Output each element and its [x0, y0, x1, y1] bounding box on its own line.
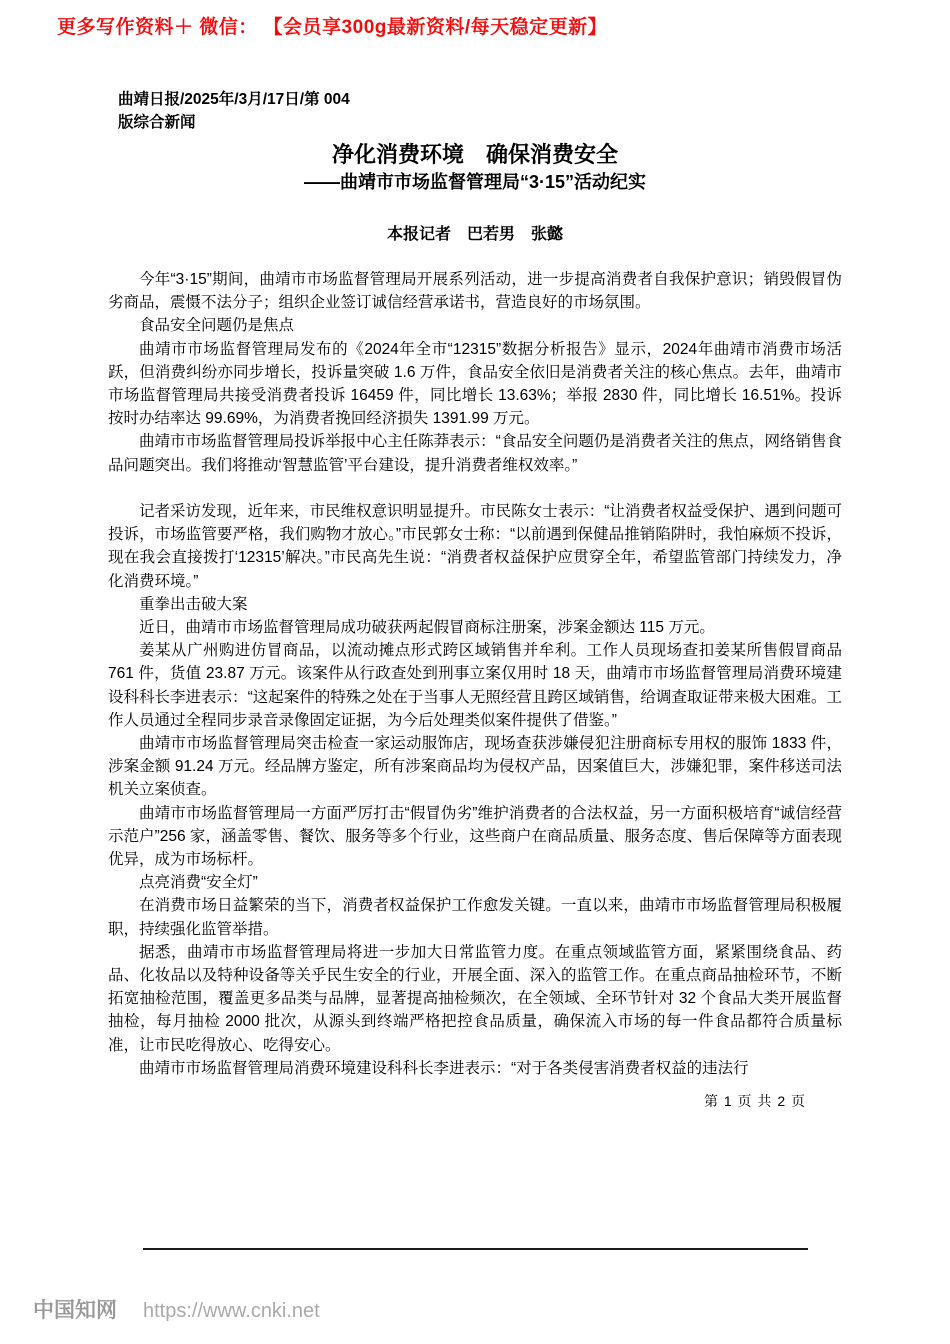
source-citation: [108, 88, 842, 134]
article-paragraph: 近日，曲靖市市场监督管理局成功破获两起假冒商标注册案，涉案金额达 115 万元。: [139, 619, 715, 637]
section-heading: 重拳出击破大案: [139, 595, 248, 613]
source-citation-line1: 曲靖日报/2025年/3月/17日/第 004: [118, 91, 350, 108]
article-title: 净化消费环境 确保消费安全: [331, 142, 618, 167]
footer-divider-rule: [143, 1248, 808, 1250]
promo-banner-text: 更多写作资料＋ 微信： 【会员享300g最新资料/每天稳定更新】: [57, 17, 608, 38]
article-paragraph: 曲靖市市场监督管理局发布的《2024年全市“12315”数据分析报告》显示，2024年曲靖市消费市场活跃，但消费纠纷亦同步增长，投诉量突破 1.6 万件，食品安全依旧是消费者关注的核心焦点。去年，曲靖市市场监督管理局共接受消费者投诉 16459 件，同比增长 13.63%；举报 2830 件，同比增长 16.51%。投诉按时办结率达 99.69%，为消费者挽回经济损失 1391.99 万元。: [108, 340, 842, 428]
article-subtitle: ——曲靖市市场监督管理局“3·15”活动纪实: [303, 172, 647, 192]
section-heading: 食品安全问题仍是焦点: [139, 317, 295, 335]
cnki-logo-text: 中国知网: [33, 1299, 117, 1322]
page-number-indicator: 第 1 页 共 2 页: [703, 1093, 806, 1109]
article-byline: 本报记者 巴若男 张懿: [386, 226, 563, 243]
article-paragraph: 姜某从广州购进仿冒商品，以流动摊点形式跨区域销售并牟利。工作人员现场查扣姜某所售假冒商品 761 件，货值 23.87 万元。该案件从行政查处到刑事立案仅用时 18 天，曲靖市市场监督管理局消费环境建设科科长李进表示：“这起案件的特殊之处在于当事人无照经营且跨区域销售，给调查取证带来极大困难。工作人员通过全程同步录音录像固定证据，为今后处理类似案件提供了借鉴。”: [108, 642, 842, 729]
article-body: [108, 268, 842, 1080]
article-paragraph: 在消费市场日益繁荣的当下，消费者权益保护工作愈发关键。一直以来，曲靖市市场监督管理局积极履职，持续强化监管举措。: [108, 897, 842, 938]
article-paragraph: 曲靖市市场监督管理局消费环境建设科科长李进表示：“对于各类侵害消费者权益的违法行: [139, 1059, 749, 1077]
section-heading: 点亮消费“安全灯”: [139, 874, 258, 892]
source-citation-line2: 版综合新闻: [118, 114, 196, 131]
article-paragraph: 今年“3·15”期间，曲靖市市场监督管理局开展系列活动，进一步提高消费者自我保护意识；销毁假冒伪劣商品，震慑不法分子；组织企业签订诚信经营承诺书，营造良好的市场氛围。: [108, 271, 842, 312]
article-paragraph: 据悉，曲靖市市场监督管理局将进一步加大日常监管力度。在重点领域监管方面，紧紧围绕食品、药品、化妆品以及特种设备等关乎民生安全的行业，开展全面、深入的监管工作。在重点商品抽检环节，不断拓宽抽检范围，覆盖更多品类与品牌，显著提高抽检频次，在全领域、全环节针对 32 个食品大类开展监督抽检，每月抽检 2000 批次，从源头到终端严格把控食品质量，确保流入市场的每一件食品都符合质量标准，让市民吃得放心、吃得安心。: [108, 943, 842, 1054]
article-paragraph: 曲靖市市场监督管理局一方面严厉打击“假冒伪劣”维护消费者的合法权益，另一方面积极培育“诚信经营示范户”256 家，涵盖零售、餐饮、服务等多个行业，这些商户在商品质量、服务态度、售后保障等方面表现优异，成为市场标杆。: [108, 804, 842, 869]
article-document: [108, 88, 842, 1080]
cnki-url-text: https://www.cnki.net: [143, 1300, 320, 1322]
cnki-watermark: [33, 1294, 320, 1324]
article-paragraph: 曲靖市市场监督管理局突击检查一家运动服饰店，现场查获涉嫌侵犯注册商标专用权的服饰 1833 件，涉案金额 91.24 万元。经品牌方鉴定，所有涉案商品均为侵权产品，因案值巨大，涉嫌犯罪，案件移送司法机关立案侦查。: [108, 735, 842, 799]
article-paragraph: 曲靖市市场监督管理局投诉举报中心主任陈莽表示：“食品安全问题仍是消费者关注的焦点，网络销售食品问题突出。我们将推动‘智慧监管’平台建设，提升消费者维权效率。”: [108, 433, 842, 474]
article-paragraph: 记者采访发现，近年来，市民维权意识明显提升。市民陈女士表示：“让消费者权益受保护、遇到问题可投诉，市场监管要严格，我们购物才放心。”市民郭女士称：“以前遇到保健品推销陷阱时，我怕麻烦不投诉，现在我会直接拨打‘12315’解决。”市民高先生说：“消费者权益保护应贯穿全年，希望监管部门持续发力，净化消费环境。”: [108, 503, 842, 590]
paragraph-spacer: [108, 477, 842, 500]
